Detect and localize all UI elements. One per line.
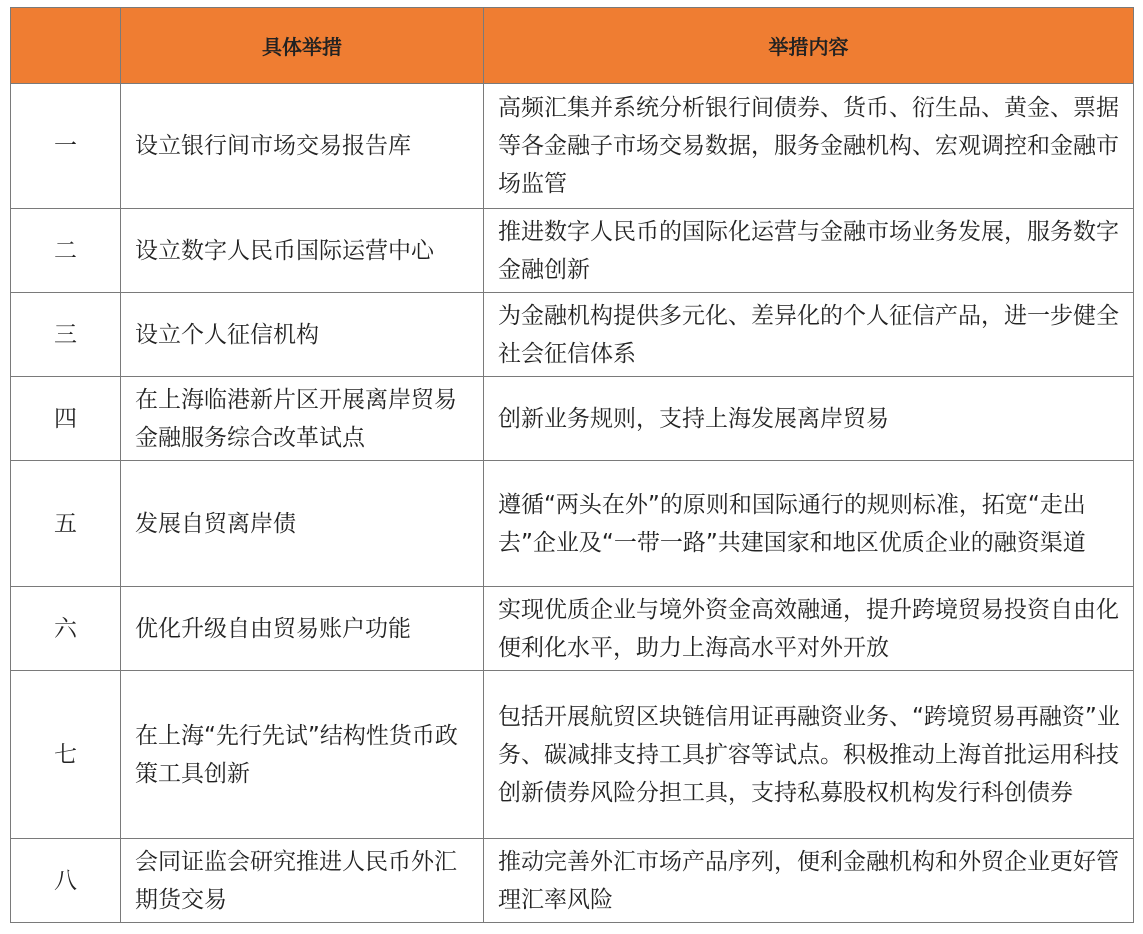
header-number xyxy=(11,8,121,84)
table-row xyxy=(11,839,1134,923)
row-content: 推进数字人民币的国际化运营与金融市场业务发展，服务数字金融创新 xyxy=(484,209,1134,293)
row-content: 包括开展航贸区块链信用证再融资业务、“跨境贸易再融资”业务、碳减排支持工具扩容等试点。积极推动上海首批运用科技创新债券风险分担工具，支持私募股权机构发行科创债券 xyxy=(484,671,1134,839)
row-content: 高频汇集并系统分析银行间债券、货币、衍生品、黄金、票据等各金融子市场交易数据，服务金融机构、宏观调控和金融市场监管 xyxy=(484,84,1134,209)
header-content: 举措内容 xyxy=(484,8,1134,84)
row-content: 实现优质企业与境外资金高效融通，提升跨境贸易投资自由化便利化水平，助力上海高水平对外开放 xyxy=(484,587,1134,671)
header-measure: 具体举措 xyxy=(121,8,484,84)
row-number: 四 xyxy=(11,377,121,461)
row-content: 创新业务规则，支持上海发展离岸贸易 xyxy=(484,377,1134,461)
row-number: 五 xyxy=(11,461,121,587)
row-number: 三 xyxy=(11,293,121,377)
table-row xyxy=(11,293,1134,377)
row-number: 六 xyxy=(11,587,121,671)
row-measure: 在上海“先行先试”结构性货币政策工具创新 xyxy=(121,671,484,839)
table-row xyxy=(11,461,1134,587)
header-row xyxy=(11,8,1134,84)
row-number: 二 xyxy=(11,209,121,293)
table-row xyxy=(11,377,1134,461)
measures-table xyxy=(10,7,1134,923)
row-measure: 发展自贸离岸债 xyxy=(121,461,484,587)
row-measure: 设立银行间市场交易报告库 xyxy=(121,84,484,209)
row-number: 七 xyxy=(11,671,121,839)
table-row xyxy=(11,84,1134,209)
row-number: 八 xyxy=(11,839,121,923)
row-content: 遵循“两头在外”的原则和国际通行的规则标准，拓宽“走出去”企业及“一带一路”共建国家和地区优质企业的融资渠道 xyxy=(484,461,1134,587)
row-measure: 设立数字人民币国际运营中心 xyxy=(121,209,484,293)
table-row xyxy=(11,587,1134,671)
row-measure: 设立个人征信机构 xyxy=(121,293,484,377)
row-measure: 优化升级自由贸易账户功能 xyxy=(121,587,484,671)
table-row xyxy=(11,209,1134,293)
row-content: 为金融机构提供多元化、差异化的个人征信产品，进一步健全社会征信体系 xyxy=(484,293,1134,377)
row-measure: 会同证监会研究推进人民币外汇期货交易 xyxy=(121,839,484,923)
row-content: 推动完善外汇市场产品序列，便利金融机构和外贸企业更好管理汇率风险 xyxy=(484,839,1134,923)
table-row xyxy=(11,671,1134,839)
row-measure: 在上海临港新片区开展离岸贸易金融服务综合改革试点 xyxy=(121,377,484,461)
row-number: 一 xyxy=(11,84,121,209)
